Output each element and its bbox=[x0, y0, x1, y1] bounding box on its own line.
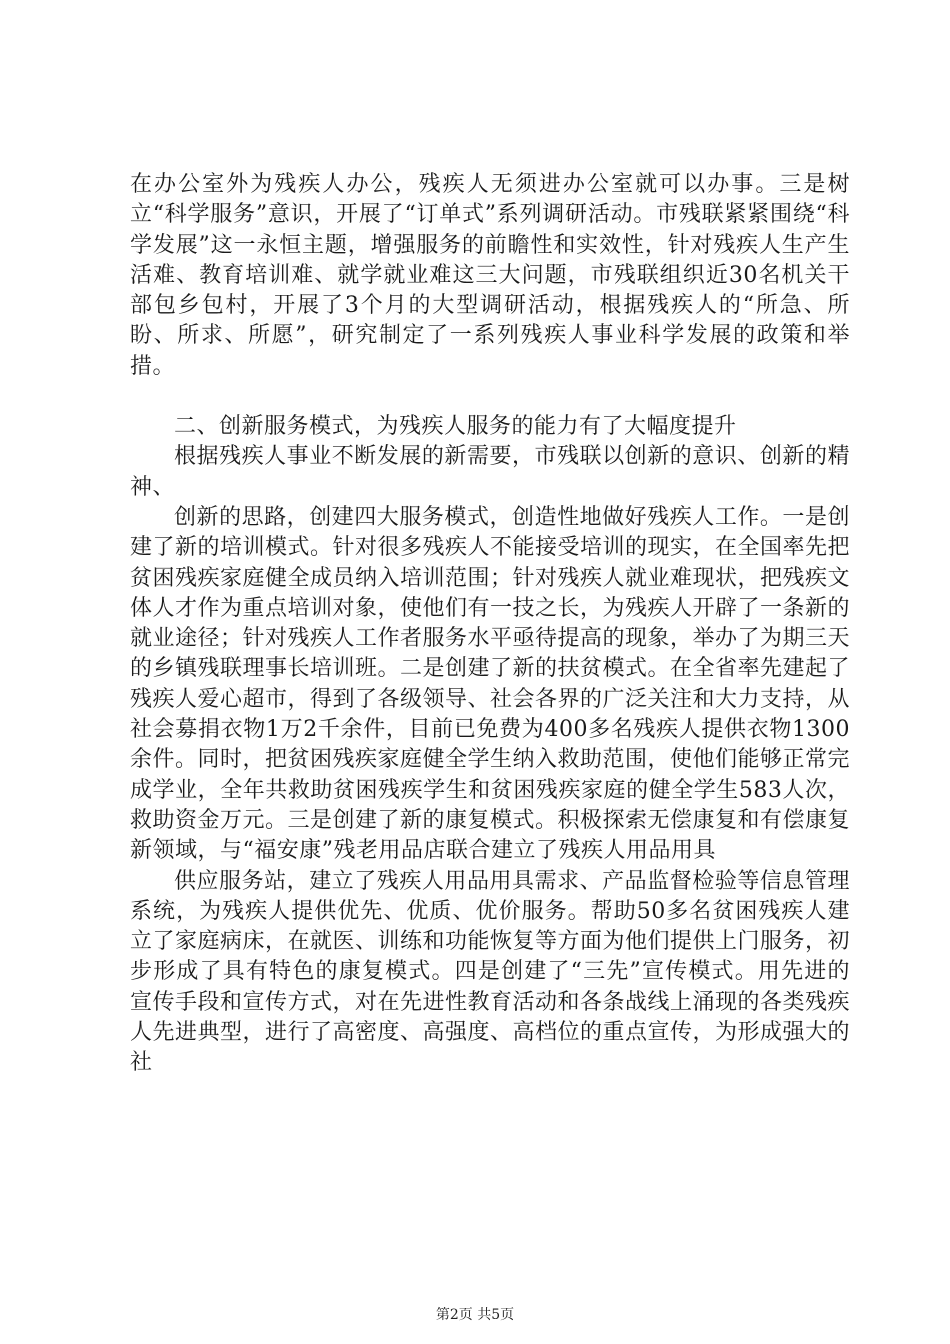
paragraph-3: 创新的思路，创建四大服务模式，创造性地做好残疾人工作。一是创建了新的培训模式。针对很多残疾人不能接受培训的现实，在全国率先把贫困残疾家庭健全成员纳入培训范围；针对残疾人就业难现状，把残疾文体人才作为重点培训对象，使他们有一技之长，为残疾人开辟了一条新的就业途径；针对残疾人工作者服务水平亟待提高的现象，举办了为期三天的乡镇残联理事长培训班。二是创建了新的扶贫模式。在全省率先建起了残疾人爱心超市，得到了各级领导、社会各界的广泛关注和大力支持，从社会募捐衣物1万2千余件，目前已免费为400多名残疾人提供衣物1300余件。同时，把贫困残疾家庭健全学生纳入救助范围，使他们能够正常完成学业，全年共救助贫困残疾学生和贫困残疾家庭的健全学生583人次，救助资金万元。三是创建了新的康复模式。积极探索无偿康复和有偿康复新领域，与“福安康”残老用品店联合建立了残疾人用品用具 bbox=[130, 504, 851, 864]
paragraph-4: 供应服务站，建立了残疾人用品用具需求、产品监督检验等信息管理系统，为残疾人提供优先、优质、优价服务。帮助50多名贫困残疾人建立了家庭病床，在就医、训练和功能恢复等方面为他们提供上门服务，初步形成了具有特色的康复模式。四是创建了“三先”宣传模式。用先进的宣传手段和宣传方式，对在先进性教育活动和各条战线上涌现的各类残疾人先进典型，进行了高密度、高强度、高档位的重点宣传，为形成强大的社 bbox=[130, 868, 851, 1076]
section-heading: 二、创新服务模式，为残疾人服务的能力有了大幅度提升 bbox=[174, 414, 737, 440]
paragraph-1: 在办公室外为残疾人办公，残疾人无须进办公室就可以办事。三是树立“科学服务”意识，开展了“订单式”系列调研活动。市残联紧紧围绕“科学发展”这一永恒主题，增强服务的前瞻性和实效性，针对残疾人生产生活难、教育培训难、就学就业难这三大问题，市残联组织近30名机关干部包乡包村，开展了3个月的大型调研活动，根据残疾人的“所急、所盼、所求、所愿”，研究制定了一系列残疾人事业科学发展的政策和举措。 bbox=[130, 172, 850, 379]
document-body bbox=[130, 170, 850, 1079]
page-number-footer: 第2页 共5页 bbox=[435, 1307, 515, 1323]
paragraph-2: 根据残疾人事业不断发展的新需要，市残联以创新的意识、创新的精神、 bbox=[130, 444, 850, 500]
